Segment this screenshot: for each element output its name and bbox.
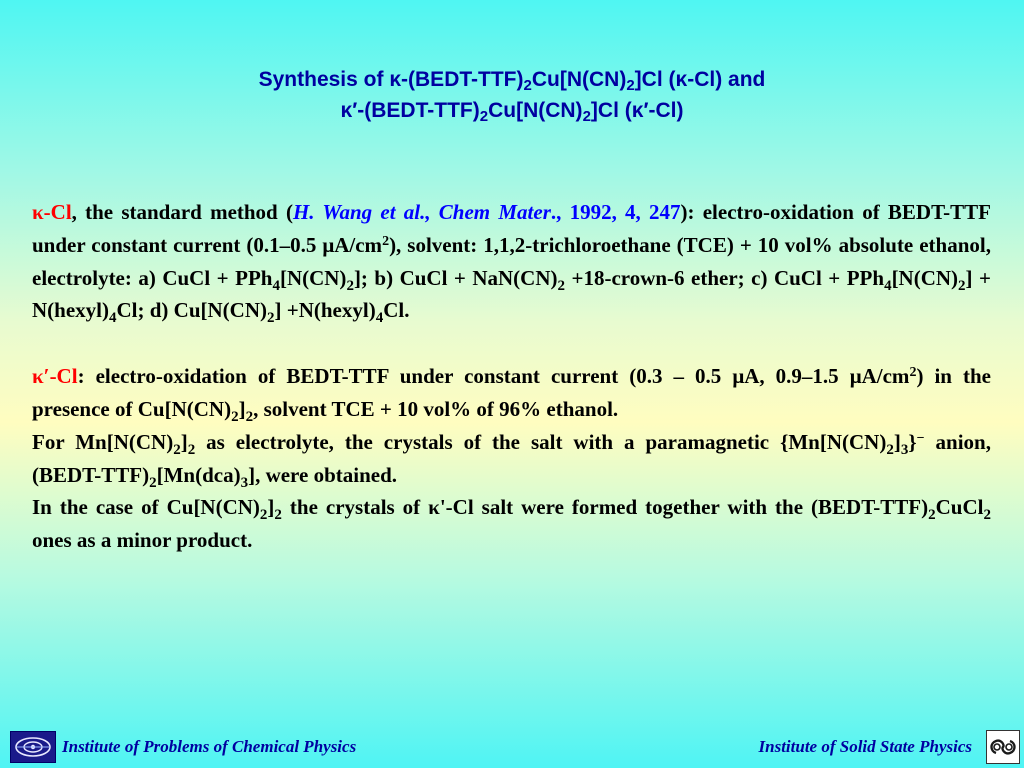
issp-logo-icon: [986, 730, 1020, 764]
slide-footer: [0, 729, 1024, 765]
paragraph-mn-electrolyte: For $Mn[N(CN)_2]_2$ as electrolyte, the crystals of the salt with a paramagnetic $\{Mn[N(CN)_2]_3\}^-$ anion, $(BEDT-TTF)_2[Mn(dca)_3]$, were obtained.: [32, 429, 991, 491]
title-line-2: $\kappa'-(BEDT-TTF)_2Cu[N(CN)_2]Cl$ (κ′-Cl): [340, 99, 684, 125]
paragraph-cu-case: In the case of $Cu[N(CN)_2]_2$ the crystals of κ'-Cl salt were formed together with the $(BEDT-TTF)_2CuCl_2$ ones as a minor product.: [32, 495, 991, 553]
slide-title: [0, 64, 1024, 126]
paragraph-kappa-prime-cl: κ′-Cl: electro-oxidation of BEDT-TTF under constant current (0.3 – 0.5 μA, 0.9–1.5 $\mu A/cm^2$) in the presence of $Cu[N(CN)_2]_2$, solvent TCE + 10 vol% of 96% ethanol.: [32, 364, 992, 425]
kappa-prime-cl-label: κ′-Cl: [32, 364, 78, 389]
paragraph-kappa-cl: κ-Cl, the standard method (H. Wang et al., Chem Mater., 1992, 4, 247): electro-oxidation of BEDT-TTF under constant current (0.1–0.5 $\mu A/cm^2$), solvent: 1,1,2-trichloroethane (TCE) + 10 vol% absolute ethanol, electrolyte: a) CuCl + $PPh_4[N(CN)_2]$; b) CuCl + $NaN(CN)_2$ +18-crown-6 ether; c) CuCl + $PPh_4[N(CN)_2]$ + $N(hexyl)_4Cl$; d) $Cu[N(CN)_2]$ $+N(hexyl)_4Cl$.: [32, 200, 991, 327]
reference-citation: H. Wang et al., Chem Mater., 1992, 4, 247: [292, 200, 681, 224]
footer-right-institute: Institute of Solid State Physics: [758, 737, 972, 756]
title-line-1: Synthesis of $\kappa-(BEDT-TTF)_2Cu[N(CN)_2]Cl$ (κ-Cl) and: [258, 68, 766, 94]
slide-body: [32, 196, 991, 557]
kappa-cl-label: κ-Cl: [32, 200, 72, 224]
footer-left-institute: Institute of Problems of Chemical Physics: [62, 737, 357, 756]
